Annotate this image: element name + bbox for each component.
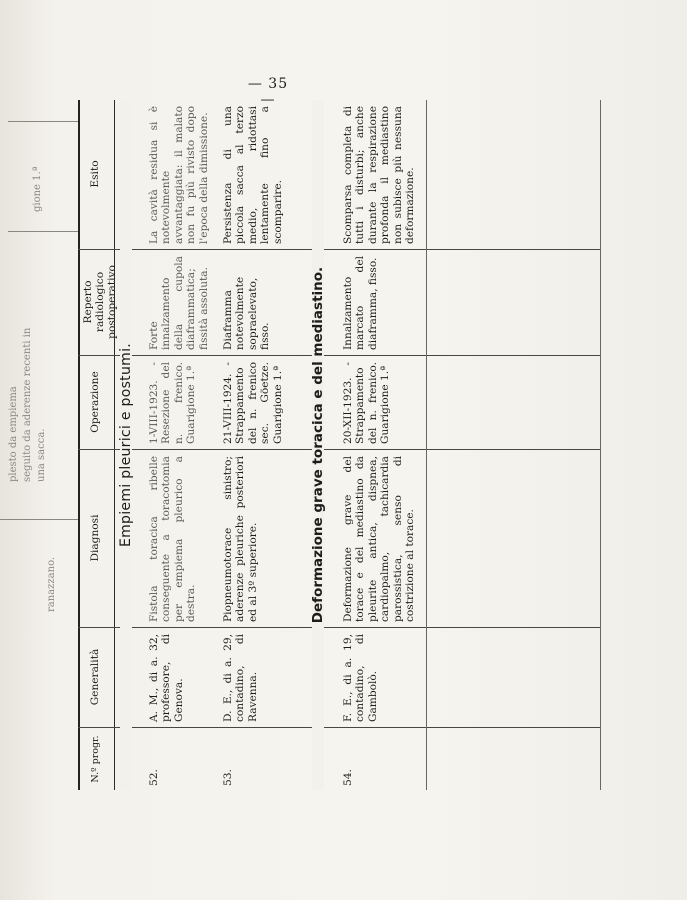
bleed-text: plesto da empiema (8, 386, 19, 482)
row-53-generalita: D. E., di a. 29, contadino, di Ravenna. (222, 634, 259, 722)
header-esito: Esito (89, 160, 101, 188)
header-bottom-rule (114, 100, 115, 790)
bleed-divider (0, 519, 78, 520)
row-52-reperto: Forte innalzamento della cupola diaframmatica; fissità assoluta. (148, 256, 210, 350)
bleed-divider (8, 231, 78, 232)
column-divider (78, 249, 600, 250)
bleed-text: ranazzano. (46, 556, 57, 612)
header-diagnosi: Diagnosi (89, 514, 101, 562)
header-operazione: Operazione (89, 371, 101, 433)
table-top-rule (78, 100, 80, 790)
row-52-num: 52. (148, 769, 160, 786)
row-54-esito: Scomparsa completa di tutti i disturbi; anche durante la respirazione profonda il mediastino non subisce più nessuna deformazione. (342, 106, 417, 244)
column-divider (78, 727, 600, 728)
row-rule (600, 100, 601, 790)
header-num: N.º progr. (90, 735, 101, 783)
bleed-divider (8, 121, 78, 122)
column-divider (78, 627, 600, 628)
header-reperto: Reperto radiologico postoperativo (82, 265, 118, 339)
row-54-diagnosi: Deformazione grave del torace e del mediastino da pleurite antica, dispnea, cardiopalmo, tachicardia parossistica, senso di costrizione al torace. (342, 456, 417, 622)
row-52-esito: La cavità residua si è notevolmente avvantaggiata: il malato non fu più rivisto dopo l'epoca della dimissione. (148, 106, 210, 244)
section-title-empiemi: Empiemi pleurici e postumi. (120, 100, 132, 790)
column-divider (78, 449, 600, 450)
header-generalita: Generalità (89, 648, 101, 706)
row-53-diagnosi: Piopneumotorace sinistro; aderenze pleuriche posteriori ed al 3º superiore. (222, 456, 259, 622)
row-52-operazione: 1-VIII-1923. - Resezione del n. frenico. Guarigione 1.ª (148, 362, 198, 444)
column-divider (78, 355, 600, 356)
row-rule (426, 100, 427, 790)
section-title-deformazione: Deformazione grave toracica e del mediastino. (312, 100, 324, 790)
bleed-text: gione 1.ª (32, 166, 43, 212)
row-52-generalita: A. M., di a. 32, professore, di Genova. (148, 634, 185, 722)
bleed-text: una sacca. (36, 428, 47, 482)
row-54-generalita: F. E., di a. 19, contadino, di Gambolò. (342, 634, 379, 722)
row-53-reperto: Diaframma notevolmente sopraelevato, fisso. (222, 276, 272, 350)
bleed-text: seguito da aderenze recenti in (22, 327, 33, 482)
row-53-esito: Persistenza di una piccola sacca al terzo medio, ridottasi lentamente fino a scomparire. (222, 106, 284, 244)
row-52-diagnosi: Fistola toracica ribelle conseguente a toracotomia per empiema pleurico a destra. (148, 456, 198, 622)
page-number: — 35 — (247, 76, 289, 108)
row-54-num: 54. (342, 769, 354, 786)
row-54-operazione: 20-XII-1923. - Strappamento del n. frenico. Guarigione 1.ª (342, 362, 392, 444)
rotated-table (72, 100, 607, 790)
row-53-operazione: 21-VIII-1924. - Strappamento del n. frenico sec. Göetze. Guarigione 1.ª (222, 362, 284, 444)
previous-table-remnant (0, 0, 78, 612)
row-54-reperto: Innalzamento marcato del diaframma, fisso. (342, 256, 379, 350)
row-53-num: 53. (222, 769, 234, 786)
